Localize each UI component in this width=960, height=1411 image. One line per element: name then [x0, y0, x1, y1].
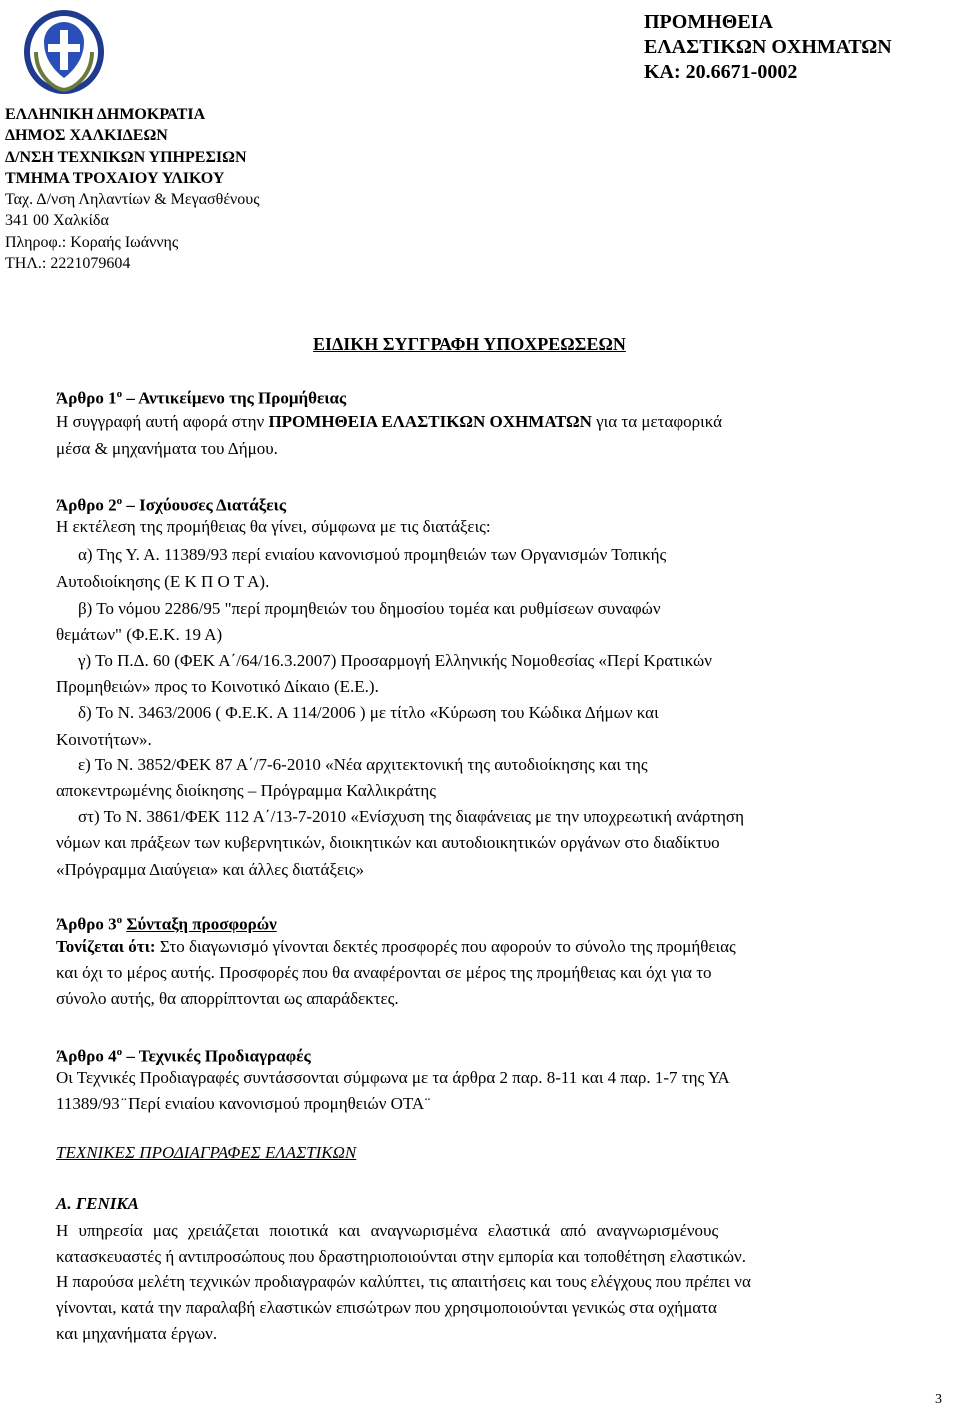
- header-line: ΕΛΛΗΝΙΚΗ ΔΗΜΟΚΡΑΤΙΑ: [5, 106, 206, 123]
- article-2-line: β) Το νόμου 2286/95 "περί προμηθειών του δημοσίου τομέα και ρυθμίσεων συναφών: [78, 599, 661, 618]
- page-number: 3: [935, 1392, 942, 1407]
- document-title: ΕΙΔΙΚΗ ΣΥΓΓΡΑΦΗ ΥΠΟΧΡΕΩΣΕΩΝ: [313, 334, 626, 354]
- article-2-line: ε) Το Ν. 3852/ΦΕΚ 87 Α΄/7-6-2010 «Νέα αρχιτεκτονική της αυτοδιοίκησης και της: [78, 755, 648, 774]
- header-line: Πληροφ.: Κοραής Ιωάννης: [5, 233, 179, 251]
- section-a-text: και μηχανήματα έργων.: [56, 1324, 218, 1343]
- article-1-heading: Άρθρο $1^o$ – Αντικείμενο της Προμήθειας: [56, 388, 347, 408]
- article-2-line: «Πρόγραμμα Διαύγεια» και άλλες διατάξεις»: [56, 860, 364, 879]
- article-2-line: Αυτοδιοίκησης (Ε Κ Π Ο Τ Α).: [56, 572, 270, 591]
- section-a-text: Η υπηρεσία μας χρειάζεται ποιοτικά και αναγνωρισμένα ελαστικά από αναγνωρισμένους: [56, 1221, 719, 1240]
- header-line: ΤΗΛ.: 2221079604: [5, 255, 131, 273]
- section-a-text: γίνονται, κατά την παραλαβή ελαστικών επισώτρων που χρησιμοποιούνται γενικώς στα οχήματα: [56, 1298, 717, 1317]
- coat-of-arms-seal: [22, 8, 106, 96]
- article-4-text: 11389/93 ̈ Περί ενιαίου κανονισμού προμηθειών ΟΤΑ ̈: [56, 1094, 428, 1113]
- article-1-text: μέσα & μηχανήματα του Δήμου.: [56, 439, 278, 458]
- project-block: [644, 10, 892, 85]
- sender-block: [5, 104, 260, 274]
- article-4-heading: Άρθρο $4^o$ – Τεχνικές Προδιαγραφές: [56, 1046, 311, 1066]
- article-2-line: α) Της Υ. Α. 11389/93 περί ενιαίου κανονισμού προμηθειών των Οργανισμών Τοπικής: [78, 545, 667, 564]
- section-a-heading: Α. ΓΕΝΙΚΑ: [56, 1194, 140, 1213]
- article-3-text: Τονίζεται ότι: Στο διαγωνισμό γίνονται δεκτές προσφορές που αφορούν το σύνολο της προμήθειας: [56, 937, 736, 956]
- header-line: ΤΜΗΜΑ ΤΡΟΧΑΙΟΥ ΥΛΙΚΟΥ: [5, 169, 225, 187]
- article-3-text: σύνολο αυτής, θα απορρίπτονται ως απαράδεκτες.: [56, 989, 399, 1008]
- article-2-line: στ) Το Ν. 3861/ΦΕΚ 112 Α΄/13-7-2010 «Ενίσχυση της διαφάνειας με την υποχρεωτική ανάρτηση: [78, 807, 744, 826]
- article-2-line: Προμηθειών» προς το Κοινοτικό Δίκαιο (Ε.Ε.).: [56, 677, 379, 696]
- header-line: ΔΗΜΟΣ ΧΑΛΚΙΔΕΩΝ: [5, 127, 168, 145]
- project-line: ΠΡΟΜΗΘΕΙΑ: [644, 11, 773, 33]
- article-2-heading: Άρθρο $2^o$ – Ισχύουσες Διατάξεις: [56, 495, 286, 515]
- header-line: Δ/ΝΣΗ ΤΕΧΝΙΚΩΝ ΥΠΗΡΕΣΙΩΝ: [5, 148, 247, 166]
- article-3-heading: Άρθρο $3^o$ Σύνταξη προσφορών: [56, 914, 277, 934]
- article-4-text: Οι Τεχνικές Προδιαγραφές συντάσσονται σύμφωνα με τα άρθρα 2 παρ. 8-11 και 4 παρ. 1-7 της ΥΑ: [56, 1068, 730, 1087]
- section-a-text: Η παρούσα μελέτη τεχνικών προδιαγραφών καλύπτει, τις απαιτήσεις και τους ελέγχους που πρέπει να: [56, 1272, 751, 1291]
- header-line: Ταχ. Δ/νση Ληλαντίων & Μεγασθένους: [5, 191, 260, 209]
- article-2-line: γ) Το Π.Δ. 60 (ΦΕΚ Α΄/64/16.3.2007) Προσαρμογή Ελληνικής Νομοθεσίας «Περί Κρατικών: [78, 651, 712, 670]
- article-2-line: νόμων και πράξεων των κυβερνητικών, διοικητικών και αυτοδιοικητικών οργάνων στο διαδίκτυο: [56, 833, 720, 852]
- article-2-line: δ) Το Ν. 3463/2006 ( Φ.Ε.Κ. Α 114/2006 ) με τίτλο «Κύρωση του Κώδικα Δήμων και: [78, 703, 659, 722]
- article-2-line: Κοινοτήτων».: [56, 730, 152, 749]
- article-2-intro: Η εκτέλεση της προμήθειας θα γίνει, σύμφωνα με τις διατάξεις:: [56, 517, 491, 536]
- project-code: ΚΑ: 20.6671-0002: [644, 61, 798, 83]
- tech-specs-title: ΤΕΧΝΙΚΕΣ ΠΡΟΔΙΑΓΡΑΦΕΣ ΕΛΑΣΤΙΚΩΝ: [56, 1143, 357, 1162]
- header-line: 341 00 Χαλκίδα: [5, 212, 109, 230]
- article-1-text: Η συγγραφή αυτή αφορά στην ΠΡΟΜΗΘΕΙΑ ΕΛΑΣΤΙΚΩΝ ΟΧΗΜΑΤΩΝ για τα μεταφορικά: [56, 412, 723, 431]
- section-a-text: κατασκευαστές ή αντιπροσώπους που δραστηριοποιούνται στην εμπορία και τοποθέτηση ελαστικών.: [56, 1247, 746, 1266]
- article-2-line: αποκεντρωμένης διοίκησης – Πρόγραμμα Καλλικράτης: [56, 781, 436, 800]
- project-line: ΕΛΑΣΤΙΚΩΝ ΟΧΗΜΑΤΩΝ: [644, 36, 892, 58]
- article-3-text: και όχι το μέρος αυτής. Προσφορές που θα αναφέρονται σε μέρος της προμήθειας και όχι για το: [56, 963, 712, 982]
- article-2-line: θεμάτων" (Φ.Ε.Κ. 19 Α): [56, 625, 223, 644]
